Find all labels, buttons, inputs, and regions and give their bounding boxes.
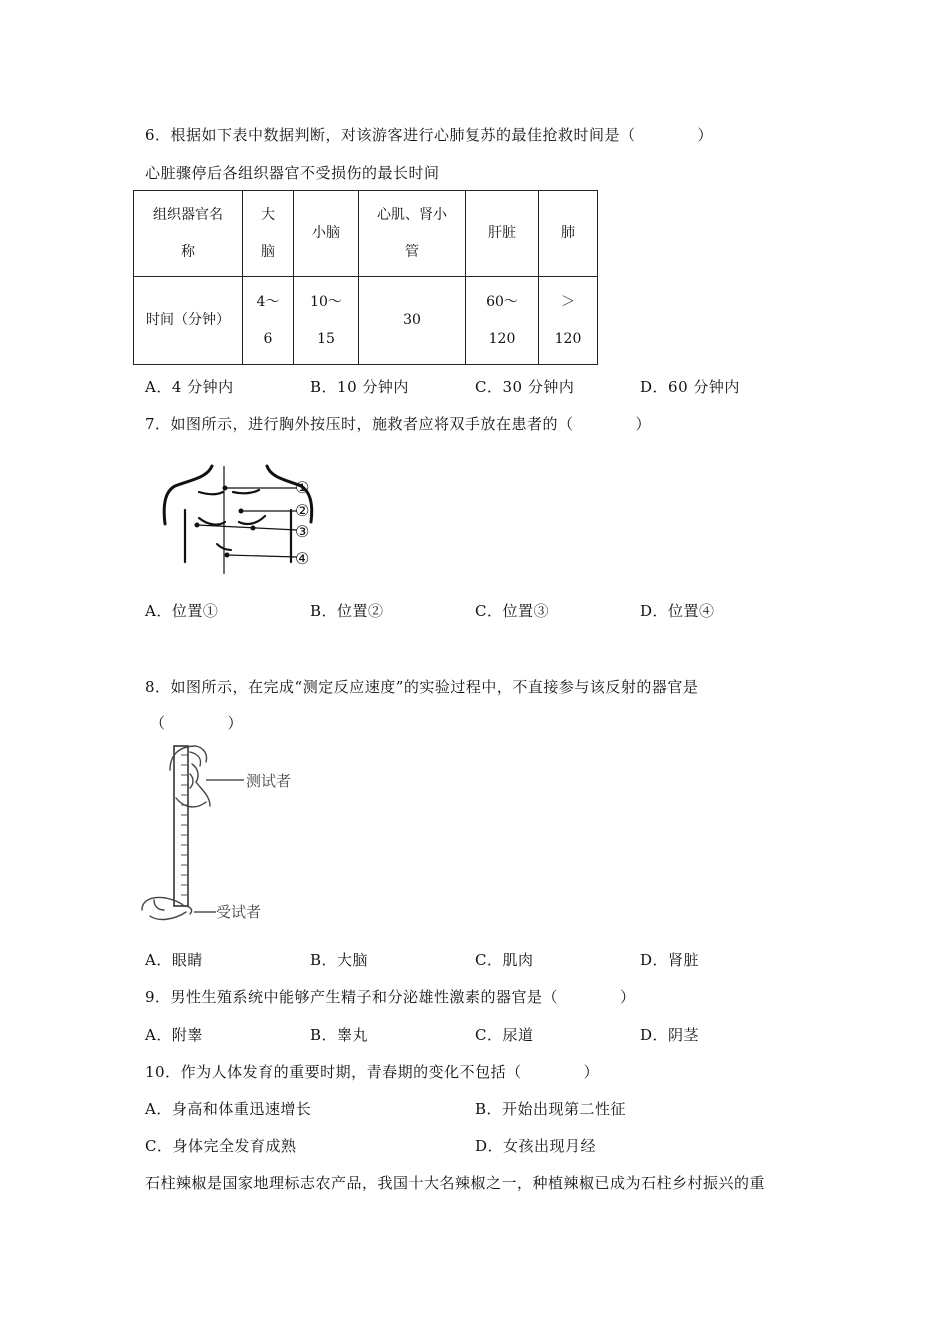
question-8-stem-cont: （ ） [150,714,244,732]
left-shoulder-outline [164,466,212,524]
option-d[interactable]: D．阴茎 [640,1026,700,1044]
marker-1: ① [295,478,310,497]
option-d[interactable]: D．60 分钟内 [640,378,740,396]
ruler [174,746,188,906]
table-caption: 心脏骤停后各组织器官不受损伤的最长时间 [145,164,440,182]
option-a[interactable]: A．附睾 [145,1026,203,1044]
organ-cell: 肺 [539,191,598,277]
time-label-cell: 时间（分钟） [134,277,243,365]
question-9-options [145,1024,845,1046]
question-6-options [145,376,845,398]
organ-cell: 心肌、肾小 管 [359,191,466,277]
option-b[interactable]: B．位置② [310,602,384,620]
option-d[interactable]: D．位置④ [640,602,715,620]
organ-cell: 肝脏 [466,191,539,277]
table-row-organs [134,191,598,277]
option-c[interactable]: C．肌肉 [475,951,534,969]
subject-label: 受试者 [216,903,262,921]
option-b[interactable]: B．睾丸 [310,1026,369,1044]
option-a[interactable]: A．4 分钟内 [145,378,234,396]
time-cell: 60～ 120 [466,277,539,365]
option-a[interactable]: A．位置① [145,602,219,620]
question-7-options [145,600,845,622]
time-cell: 10～ 15 [294,277,359,365]
option-c[interactable]: C．身体完全发育成熟 [145,1137,297,1155]
organ-cell: 小脑 [294,191,359,277]
option-a[interactable]: A．眼睛 [145,951,203,969]
question-6-stem: 6．根据如下表中数据判断，对该游客进行心肺复苏的最佳抢救时间是（ ） [145,126,714,144]
question-9-stem: 9．男性生殖系统中能够产生精子和分泌雄性激素的器官是（ ） [145,988,636,1006]
tester-label: 测试者 [246,772,292,790]
passage-text: 石柱辣椒是国家地理标志农产品，我国十大名辣椒之一，种植辣椒已成为石柱乡村振兴的重 [145,1174,766,1192]
organ-cell: 大 脑 [243,191,294,277]
option-b[interactable]: B．大脑 [310,951,369,969]
organ-time-table [133,190,598,365]
question-10-options-row1 [145,1098,845,1120]
option-b[interactable]: B．10 分钟内 [310,378,409,396]
marker-2: ② [295,501,310,520]
option-c[interactable]: C．位置③ [475,602,549,620]
chest-diagram [155,462,325,577]
time-cell: ＞ 120 [539,277,598,365]
question-10-stem: 10．作为人体发育的重要时期，青春期的变化不包括（ ） [145,1063,600,1081]
option-c[interactable]: C．30 分钟内 [475,378,575,396]
time-cell: 30 [359,277,466,365]
question-7-stem: 7．如图所示，进行胸外按压时，施救者应将双手放在患者的（ ） [145,415,652,433]
time-cell: 4～ 6 [243,277,294,365]
option-d[interactable]: D．女孩出现月经 [475,1137,597,1155]
option-b[interactable]: B．开始出现第二性征 [475,1100,627,1118]
option-c[interactable]: C．尿道 [475,1026,534,1044]
question-8-stem: 8．如图所示，在完成“测定反应速度”的实验过程中，不直接参与该反射的器官是 [145,678,699,696]
reaction-test-diagram [140,740,310,930]
marker-4: ④ [295,549,310,568]
option-d[interactable]: D．肾脏 [640,951,700,969]
question-10-options-row2 [145,1135,845,1157]
marker-3: ③ [295,522,310,541]
question-8-options [145,949,845,971]
option-a[interactable]: A．身高和体重迅速增长 [145,1100,312,1118]
table-header-cell: 组织器官名 称 [134,191,243,277]
table-row-times [134,277,598,365]
